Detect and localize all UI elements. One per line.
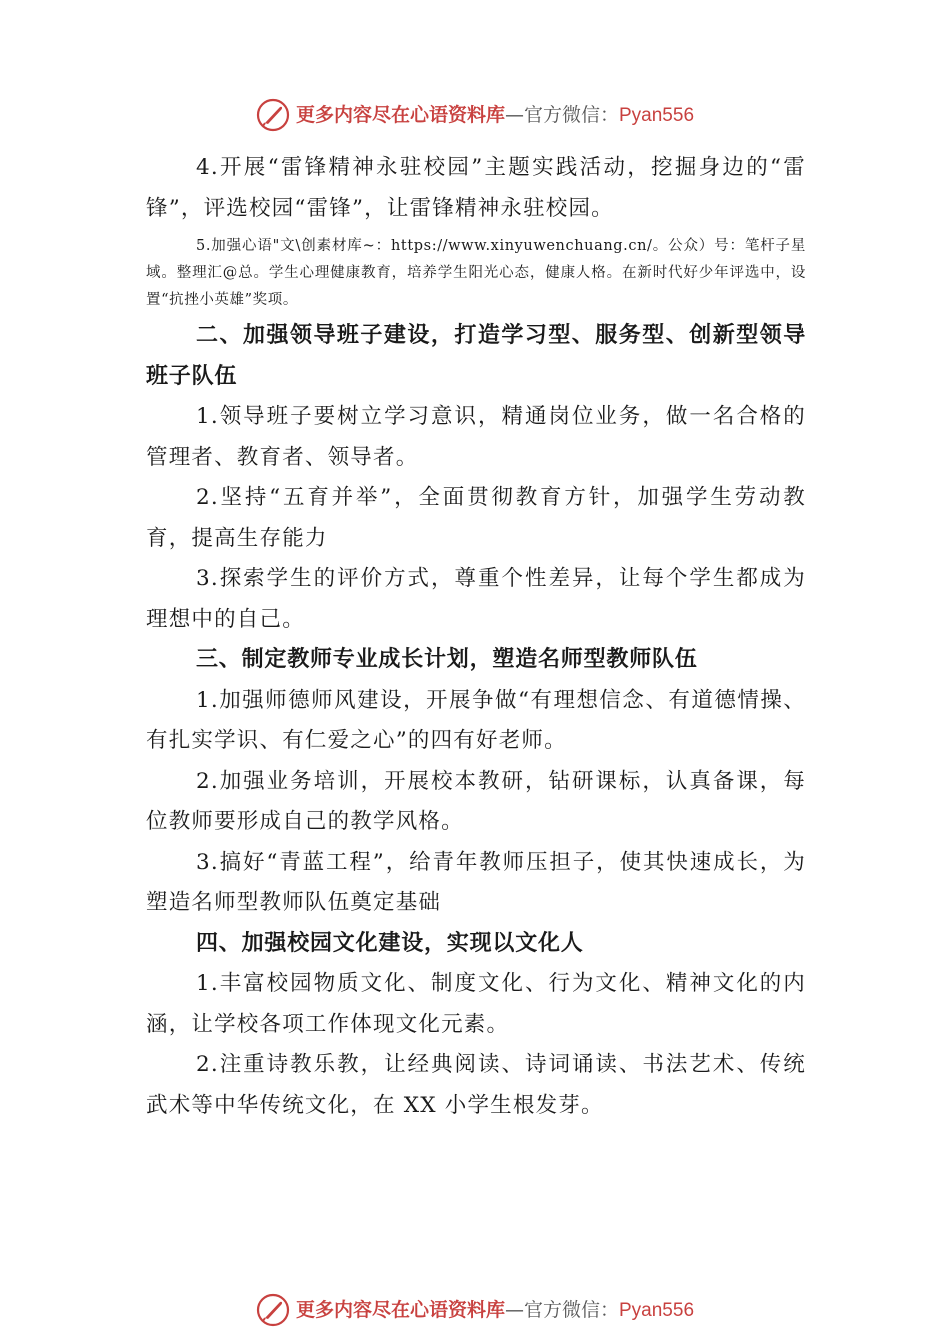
document-body bbox=[146, 148, 806, 1126]
section-heading-2: 二、加强领导班子建设，打造学习型、服务型、创新型领导班子队伍 bbox=[146, 323, 806, 389]
footer-brand-text: 更多内容尽在心语资料库 bbox=[295, 1298, 505, 1321]
paragraph-leader-3: 3.探索学生的评价方式，尊重个性差异，让每个学生都成为理想中的自己。 bbox=[146, 566, 806, 632]
section-heading-3: 三、制定教师专业成长计划，塑造名师型教师队伍 bbox=[196, 647, 698, 672]
quill-pen-logo-icon bbox=[256, 98, 290, 132]
paragraph-leader-2: 2.坚持“五育并举”，全面贯彻教育方针，加强学生劳动教育，提高生存能力 bbox=[146, 485, 806, 551]
footer-banner bbox=[0, 1290, 950, 1330]
footer-wechat-id: Pyan556 bbox=[619, 1299, 695, 1321]
banner-wechat-label: —官方微信： bbox=[504, 103, 619, 126]
footer-wechat-label: —官方微信： bbox=[504, 1298, 619, 1321]
paragraph-teacher-1: 1.加强师德师风建设，开展争做“有理想信念、有道德情操、有扎实学识、有仁爱之心”的四有好老师。 bbox=[146, 687, 806, 753]
paragraph-item-5-small: 5.加强心语"文\创素材库~：https://www.xinyuwenchuang.cn/。公众）号：笔杆子星域。整理汇@总。学生心理健康教育，培养学生阳光心态，健康人格。在新时代好少年评选中，设置“抗挫小英雄”奖项。 bbox=[146, 238, 806, 308]
paragraph-teacher-2: 2.加强业务培训，开展校本教研，钻研课标，认真备课，每位教师要形成自己的教学风格。 bbox=[146, 768, 806, 834]
paragraph-culture-2: 2.注重诗教乐教，让经典阅读、诗词诵读、书法艺术、传统武术等中华传统文化，在 XX 小学生根发芽。 bbox=[146, 1052, 806, 1118]
paragraph-leader-1: 1.领导班子要树立学习意识，精通岗位业务，做一名合格的管理者、教育者、领导者。 bbox=[146, 404, 806, 470]
banner-brand-text: 更多内容尽在心语资料库 bbox=[295, 103, 505, 126]
quill-pen-logo-icon bbox=[256, 1293, 290, 1327]
section-heading-4: 四、加强校园文化建设，实现以文化人 bbox=[196, 930, 584, 956]
paragraph-teacher-3: 3.搞好“青蓝工程”，给青年教师压担子，使其快速成长，为塑造名师型教师队伍奠定基础 bbox=[146, 849, 806, 915]
paragraph-item-4: 4.开展“雷锋精神永驻校园”主题实践活动，挖掘身边的“雷锋”，评选校园“雷锋”，让雷锋精神永驻校园。 bbox=[146, 155, 806, 221]
header-banner bbox=[0, 95, 950, 135]
banner-wechat-id: Pyan556 bbox=[619, 104, 695, 126]
paragraph-culture-1: 1.丰富校园物质文化、制度文化、行为文化、精神文化的内涵，让学校各项工作体现文化元素。 bbox=[146, 971, 806, 1037]
